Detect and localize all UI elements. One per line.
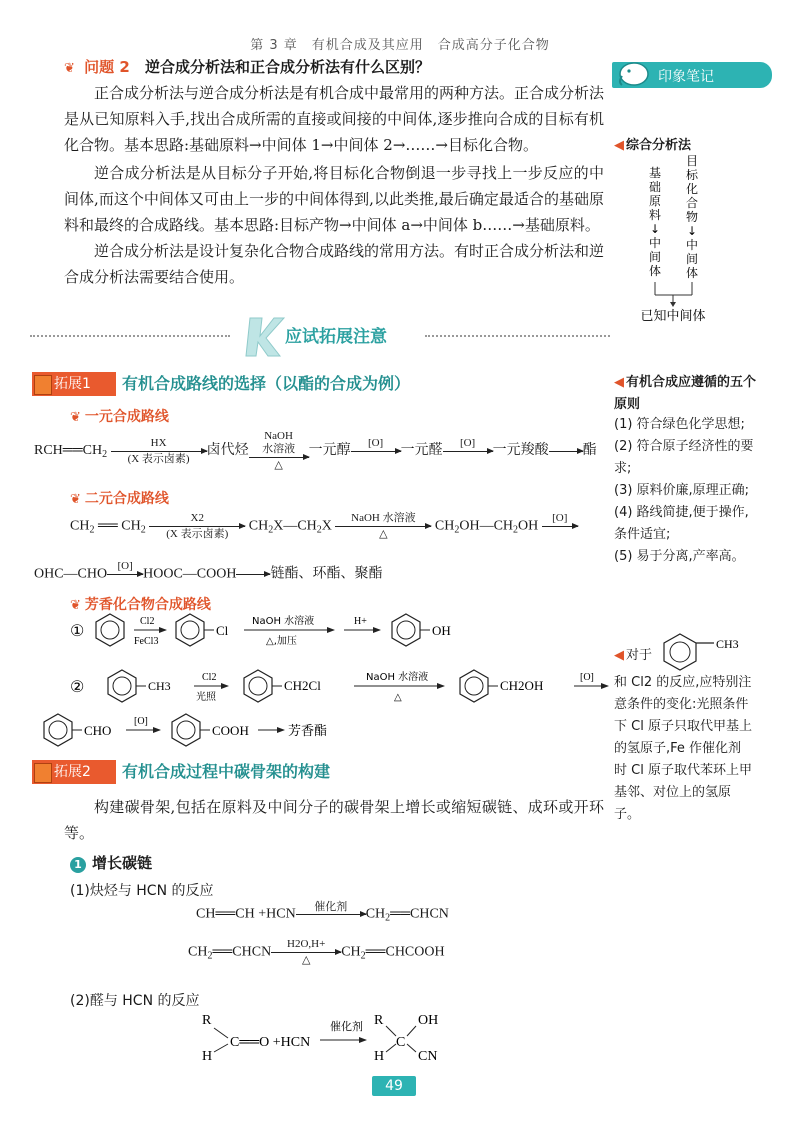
- route-3-heading: ❦ 芳香化合物合成路线: [70, 597, 211, 613]
- reaction-2-label: (2)醛与 HCN 的反应: [70, 993, 200, 1009]
- svg-text:催化剂: 催化剂: [330, 1020, 363, 1033]
- book-icon: [34, 375, 52, 395]
- extension-2-title: 有机合成过程中碳骨架的构建: [122, 762, 331, 781]
- svg-text:[O]: [O]: [580, 672, 594, 683]
- route-2-heading: ❦ 二元合成路线: [70, 491, 169, 507]
- diagram-char: ↓: [649, 222, 661, 236]
- rch-formula: RCH: [34, 443, 63, 459]
- reaction-1-label: (1)炔烃与 HCN 的反应: [70, 883, 214, 899]
- side-heading-1-text: 综合分析法: [626, 138, 692, 153]
- route-1-heading: ❦ 一元合成路线: [70, 409, 169, 425]
- side-heading-2-text: 有机合成应遵循的五个原则: [614, 375, 757, 412]
- svg-text:C: C: [396, 1035, 406, 1050]
- ester: 酯: [582, 443, 597, 459]
- diagram-bottom-label: 已知中间体: [640, 309, 706, 324]
- svg-text:Cl2: Cl2: [202, 672, 217, 683]
- side-heading-3-text: 对于: [626, 648, 653, 663]
- section-1-heading: 1 增长碳链: [70, 852, 152, 873]
- diagram-char: 体: [685, 266, 699, 280]
- svg-text:H+: H+: [354, 616, 367, 627]
- synthesis-diagram: [612, 155, 762, 325]
- diagram-char: 基: [648, 166, 662, 180]
- page-header: 第 3 章 有机合成及其应用 合成高分子化合物: [250, 38, 550, 53]
- rule-1: (1) 符合绿色化学思想;: [614, 417, 745, 432]
- svg-text:H: H: [374, 1049, 385, 1064]
- extension-2-paragraph: 构建碳骨架,包括在原料及中间分子的碳骨架上增长或缩短碳链、成环或开环等。: [64, 798, 604, 842]
- extension-1-heading: [32, 372, 452, 396]
- reaction-1-equation-1: CH══CH +HCN 催化剂 $CH_2══CHCN$: [196, 900, 449, 924]
- leaf-icon: ❦: [64, 61, 75, 76]
- svg-text:COOH: COOH: [212, 723, 249, 738]
- extension-2-tag: 拓展2: [32, 760, 116, 784]
- reaction-1-equation-2: $CH_2══CHCN$ H2O,H+ △ $CH_2══CHCOOH$: [188, 938, 445, 966]
- svg-text:FeCl3: FeCl3: [134, 636, 159, 647]
- rules-list: [614, 414, 754, 568]
- svg-text:CHO: CHO: [84, 723, 112, 738]
- toluene-ch3-label: CH3: [716, 637, 739, 651]
- diagram-char: 料: [648, 208, 662, 222]
- rule-3: (3) 原料价廉,原理正确;: [614, 483, 750, 498]
- diagram-char: 间: [685, 252, 699, 266]
- rule-2: (2) 符合原子经济性的要求;: [614, 439, 754, 476]
- diagram-char: 标: [685, 168, 699, 182]
- side-heading-3: ◀ 对于: [614, 648, 653, 663]
- diagram-char: 合: [685, 196, 699, 210]
- k-logo-icon: [242, 314, 286, 358]
- svg-text:NaOH 水溶液: NaOH 水溶液: [366, 672, 429, 683]
- route-1-equation: $RCH══CH_2$ HX (X 表示卤素) 卤代烃 NaOH 水溶液 △ 一元醇 [O] 一元醛 [O] 一元羧酸 酯: [34, 430, 597, 471]
- diagram-char: 物: [685, 210, 699, 224]
- paragraph-2: 逆合成分析法是从目标分子开始,将目标化合物倒退一步寻找上一步反应的中间体,而这个中间体又可由上一步的中间体得到,以此类推,最后确定最适合的基础原料和最终的合成路线。基本思路:目标产物→中间体 a→中间体 b……→基础原料。: [64, 164, 604, 234]
- page-number: 49: [372, 1076, 416, 1096]
- note-tab-label: 印象笔记: [658, 69, 714, 85]
- route-2-equation-1: $CH_2$ ══ $CH_2$ X2 (X 表示卤素) $CH_2X—CH_2X$ NaOH 水溶液 △ $CH_2OH—CH_2OH$ [O]: [70, 512, 578, 541]
- paragraph-1: 正合成分析法与逆合成分析法是有机合成中最常用的两种方法。正合成分析法是从已知原料入手,找出合成所需的直接或间接的中间体,逐步推向合成的目标有机化合物。基本思路:基础原料→中间体 1→中间体 2→……→目标化合物。: [64, 84, 605, 154]
- diagram-char: 原: [648, 194, 662, 208]
- svg-text:R: R: [202, 1013, 212, 1028]
- section-banner: [30, 322, 610, 350]
- extension-1-title: 有机合成路线的选择（以酯的合成为例）: [122, 374, 411, 393]
- leaf-icon: ❦: [70, 410, 81, 425]
- diagram-char: 间: [648, 250, 662, 264]
- extension-1-tag: 拓展1: [32, 372, 116, 396]
- diagram-char: 体: [648, 264, 662, 278]
- svg-text:Cl2: Cl2: [140, 616, 155, 627]
- haloalkane: 卤代烃: [206, 443, 249, 459]
- section-number: 1: [70, 857, 86, 873]
- route-2-equation-2: OHC—CHO [O] HOOC—COOH 链酯、环酯、聚酯: [34, 560, 383, 582]
- alcohol: 一元醇: [308, 443, 351, 459]
- svg-text:[O]: [O]: [134, 716, 148, 727]
- aldehyde-hcn-reaction: [196, 1006, 456, 1068]
- elephant-icon: [616, 56, 654, 88]
- route-num-1: ①: [70, 623, 85, 640]
- svg-text:CH2OH: CH2OH: [500, 678, 544, 693]
- diagram-char: 中: [685, 238, 699, 252]
- diagram-char: 化: [685, 182, 699, 196]
- ester-products: 链酯、环酯、聚酯: [270, 566, 383, 582]
- svg-text:CH2Cl: CH2Cl: [284, 678, 321, 693]
- svg-text:C══O +HCN: C══O +HCN: [230, 1035, 311, 1050]
- diagram-char: 中: [648, 236, 662, 250]
- extension-2-heading: [32, 760, 452, 784]
- svg-text:H: H: [202, 1049, 213, 1064]
- diagram-char: 础: [648, 180, 662, 194]
- svg-text:CH3: CH3: [148, 679, 171, 693]
- rule-4: (4) 路线简捷,便于操作,条件适宜;: [614, 505, 749, 542]
- diagram-char: ↓: [686, 224, 698, 238]
- side-note-3: 和 Cl2 的反应,应特别注意条件的变化:光照条件下 Cl 原子只取代甲基上的氢原子,Fe 作催化剂时 Cl 原子取代苯环上甲基邻、对位上的氢原子。: [614, 675, 752, 822]
- svg-text:NaOH 水溶液: NaOH 水溶液: [252, 616, 315, 627]
- question-heading: [64, 56, 430, 77]
- svg-text:△,加压: △,加压: [266, 636, 297, 647]
- note-tab: [612, 62, 772, 88]
- aromatic-route-diagram: [30, 612, 620, 752]
- diagram-char: 目: [685, 155, 699, 168]
- book-icon: [34, 763, 52, 783]
- svg-text:△: △: [394, 692, 402, 703]
- svg-text:光照: 光照: [196, 692, 216, 703]
- diagram-left-column: [649, 166, 661, 278]
- toluene-structure: [660, 630, 760, 672]
- carboxylic-acid: 一元羧酸: [492, 443, 549, 459]
- leaf-icon: ❦: [70, 492, 81, 507]
- rule-5: (5) 易于分离,产率高。: [614, 549, 745, 564]
- route-num-2: ②: [70, 679, 85, 696]
- svg-text:R: R: [374, 1013, 384, 1028]
- aldehyde: 一元醛: [400, 443, 443, 459]
- question-number: 问题 2: [84, 58, 130, 76]
- svg-text:芳香酯: 芳香酯: [288, 724, 328, 739]
- question-text: 逆合成分析法和正合成分析法有什么区别？: [145, 58, 431, 76]
- svg-text:OH: OH: [418, 1013, 439, 1028]
- svg-text:OH: OH: [432, 623, 451, 638]
- diagram-right-column: [686, 155, 699, 280]
- side-heading-1: ◀ 综合分析法: [614, 138, 692, 153]
- svg-text:Cl: Cl: [216, 623, 229, 638]
- leaf-icon: ❦: [70, 598, 81, 613]
- svg-text:CN: CN: [418, 1049, 438, 1064]
- side-heading-2: ◀ 有机合成应遵循的五个原则: [614, 375, 757, 412]
- banner-title: 应试拓展注意: [285, 327, 387, 347]
- paragraph-3: 逆合成分析法是设计复杂化合物合成路线的常用方法。有时正合成分析法和逆合成分析法需要结合使用。: [64, 242, 605, 286]
